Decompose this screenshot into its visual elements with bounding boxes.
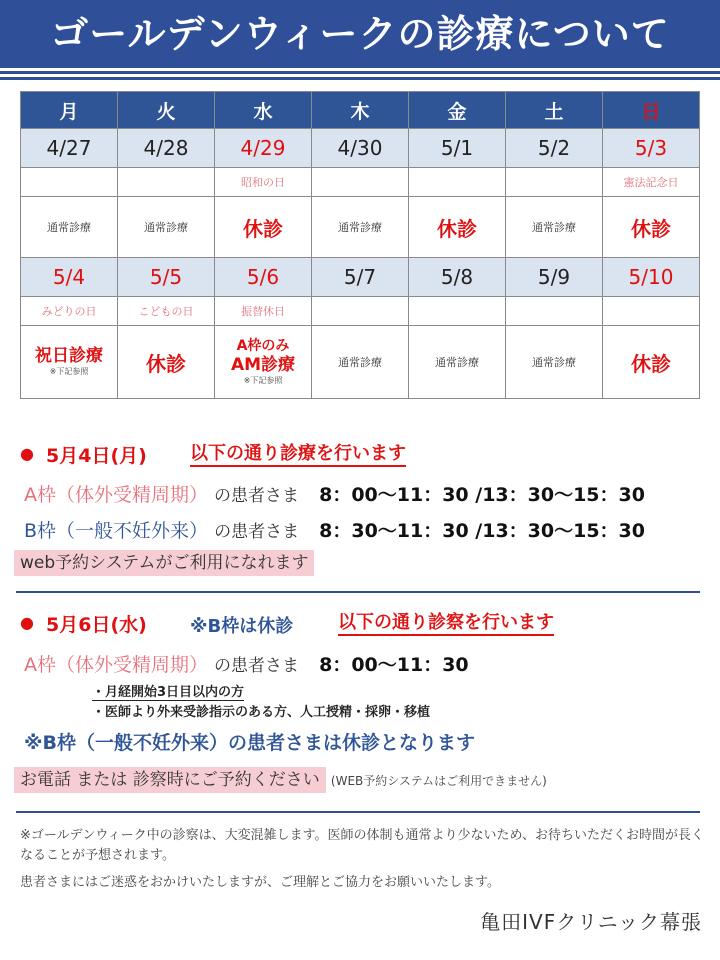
- b-frame-closed-note: ※B枠は休診: [190, 616, 294, 637]
- a-frame-label: A枠（体外受精周期）: [24, 484, 208, 506]
- closed-label: 休診: [243, 216, 283, 241]
- patient-label: の患者さま: [214, 486, 300, 506]
- status-cell: 通常診療: [409, 326, 506, 399]
- holiday-cell: [409, 297, 506, 326]
- closed-label: 休診: [146, 351, 186, 376]
- holiday-cell: [312, 297, 409, 326]
- phone-reservation-row: [14, 767, 547, 793]
- weekday-sun: 日: [603, 92, 700, 129]
- date-row-week2: [21, 258, 700, 297]
- header-divider: [0, 71, 720, 74]
- am-clinic-label: AM診療: [230, 354, 296, 375]
- bullet-icon: ●: [20, 613, 34, 632]
- b-frame-closed-message: ※B枠（一般不妊外来）の患者さまは休診となります: [24, 732, 475, 754]
- calendar-table: [20, 91, 700, 399]
- section1-headline: 以下の通り診療を行います: [190, 443, 406, 467]
- status-cell-closed: [409, 197, 506, 258]
- date-cell: 5/10: [603, 258, 700, 297]
- status-cell: 通常診療: [506, 197, 603, 258]
- weekday-row: [21, 92, 700, 129]
- holiday-cell: [506, 297, 603, 326]
- a-frame-only-label: A枠のみ: [236, 337, 290, 354]
- see-below-note: ※下記参照: [49, 367, 89, 376]
- web-unavailable-note: (WEB予約システムはご利用できません): [330, 774, 547, 788]
- weekday-wed: 水: [215, 92, 312, 129]
- condition-1-text: ・月経開始3日目以内の方: [92, 685, 245, 700]
- status-row-week1: [21, 197, 700, 258]
- page-title: ゴールデンウィークの診療について: [0, 0, 720, 68]
- section-divider: [16, 811, 700, 813]
- date-cell: 4/29: [215, 129, 312, 168]
- status-cell-am-only: [215, 326, 312, 399]
- date-cell: 5/8: [409, 258, 506, 297]
- section2-date: 5月6日(水): [46, 614, 147, 636]
- weekday-mon: 月: [21, 92, 118, 129]
- status-cell-closed: [603, 326, 700, 399]
- date-cell: 5/9: [506, 258, 603, 297]
- status-cell: 通常診療: [506, 326, 603, 399]
- see-below-note: ※下記参照: [243, 375, 283, 385]
- date-cell: 5/6: [215, 258, 312, 297]
- condition-2: ・医師より外来受診指示のある方、人工授精・採卵・移植: [92, 705, 431, 720]
- status-cell: 通常診療: [21, 197, 118, 258]
- section1-date: 5月4日(月): [46, 445, 147, 467]
- section1-b-row: [24, 516, 645, 543]
- weekday-fri: 金: [409, 92, 506, 129]
- bullet-icon: ●: [20, 444, 34, 463]
- status-cell: 通常診療: [118, 197, 215, 258]
- patient-label: の患者さま: [214, 656, 300, 676]
- closed-label: 休診: [631, 216, 671, 241]
- date-row-week1: [21, 129, 700, 168]
- date-cell: 5/5: [118, 258, 215, 297]
- holiday-cell: [118, 168, 215, 197]
- status-cell: 通常診療: [312, 197, 409, 258]
- date-cell: 4/27: [21, 129, 118, 168]
- footer-note-1: ※ゴールデンウィーク中の診察は、大変混雑します。医師の体制も通常より少ないため、お待ちいただくお時間が長くなることが予想されます。: [20, 828, 705, 863]
- web-reservation-note: web予約システムがご利用になれます: [14, 550, 314, 576]
- holiday-clinic-label: 祝日診療: [35, 346, 103, 366]
- date-cell: 5/4: [21, 258, 118, 297]
- holiday-cell: 振替休日: [215, 297, 312, 326]
- holiday-cell: [603, 297, 700, 326]
- weekday-tue: 火: [118, 92, 215, 129]
- holiday-cell: 憲法記念日: [603, 168, 700, 197]
- section1-a-row: [24, 480, 645, 507]
- holiday-cell: [312, 168, 409, 197]
- footer-note-2: 患者さまにはご迷惑をおかけいたしますが、ご理解とご協力をお願いいたします。: [20, 875, 500, 890]
- phone-reservation-note: お電話 または 診察時にご予約ください: [14, 767, 326, 793]
- weekday-sat: 土: [506, 92, 603, 129]
- status-row-week2: [21, 326, 700, 399]
- date-cell: 4/28: [118, 129, 215, 168]
- holiday-cell: こどもの日: [118, 297, 215, 326]
- closed-label: 休診: [631, 351, 671, 376]
- date-cell: 5/1: [409, 129, 506, 168]
- a-frame-time: 8：00〜11：30: [319, 654, 469, 676]
- header-divider-2: [0, 77, 720, 80]
- section2-a-row: [24, 650, 469, 677]
- status-cell-closed: [603, 197, 700, 258]
- patient-label: の患者さま: [214, 522, 300, 542]
- holiday-cell: みどりの日: [21, 297, 118, 326]
- clinic-name: 亀田IVFクリニック幕張: [480, 910, 702, 934]
- date-cell: 5/7: [312, 258, 409, 297]
- b-frame-time: 8：30〜11：30 /13：30〜15：30: [319, 520, 645, 542]
- b-frame-label: B枠（一般不妊外来）: [24, 520, 209, 542]
- status-cell-closed: [118, 326, 215, 399]
- date-cell: 5/2: [506, 129, 603, 168]
- closed-label: 休診: [437, 216, 477, 241]
- status-cell-closed: [215, 197, 312, 258]
- status-cell: 通常診療: [312, 326, 409, 399]
- holiday-row-week1: [21, 168, 700, 197]
- a-frame-label: A枠（体外受精周期）: [24, 654, 208, 676]
- holiday-cell: [21, 168, 118, 197]
- status-cell-holiday-clinic: [21, 326, 118, 399]
- section2-headline: 以下の通り診察を行います: [338, 612, 554, 636]
- section-divider: [16, 591, 700, 593]
- date-cell: 4/30: [312, 129, 409, 168]
- holiday-cell: 昭和の日: [215, 168, 312, 197]
- holiday-cell: [506, 168, 603, 197]
- holiday-row-week2: [21, 297, 700, 326]
- a-frame-time: 8：00〜11：30 /13：30〜15：30: [319, 484, 645, 506]
- condition-1: [92, 681, 244, 700]
- holiday-cell: [409, 168, 506, 197]
- date-cell: 5/3: [603, 129, 700, 168]
- weekday-thu: 木: [312, 92, 409, 129]
